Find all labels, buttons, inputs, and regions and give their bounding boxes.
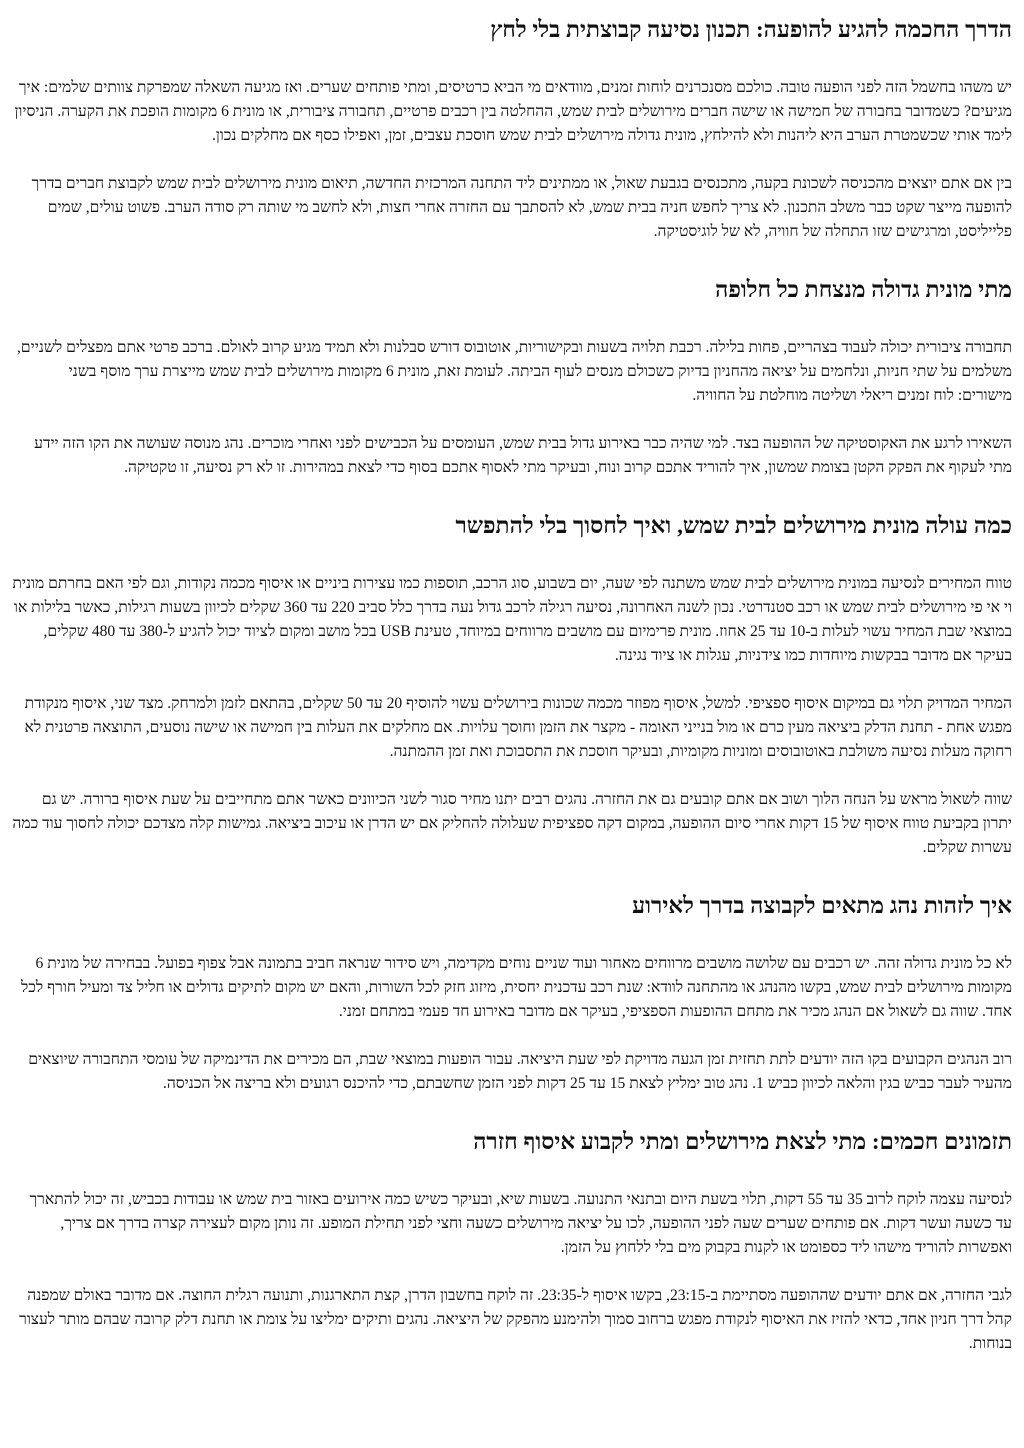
section-paragraph: לנסיעה עצמה לוקח לרוב 35 עד 55 דקות, תלוי בשעת היום ובתנאי התנועה. בשעות שיא, ובעיקר כשיש כמה אירועים באזור בית שמש או עבודות בכביש, זה יכול להתארך עד כשעה ועשר דקות. אם פותחים שערים שעה לפני ההופעה, לכו על יציאה מירושלים כשעה וחצי לפני תחילת המופע. זה נותן מקום לעצירה קצרה בדרך אם צריך, ואפשרות להוריד מישהו ליד כספומט או לקנות בקבוק מים בלי ללחוץ על הזמן. [29, 1191, 1012, 1256]
article-title: הדרך החכמה להגיע להופעה: תכנון נסיעה קבוצתית בלי לחץ [490, 17, 1012, 42]
section-heading: מתי מונית גדולה מנצחת כל חלופה [715, 277, 1012, 302]
section-heading: תזמונים חכמים: מתי לצאת מירושלים ומתי לקבוע איסוף חזרה [473, 1129, 1012, 1154]
article [12, 14, 1012, 1356]
section-timing [12, 1126, 1012, 1356]
section-paragraph: לא כל מונית גדולה זהה. יש רכבים עם שלושה מושבים מרווחים מאחור ועוד שניים נוחים מקדימה, ויש סידור שנראה חביב בתמונה אבל צפוף בפועל. בבחירה של מונית 6 מקומות מירושלים לבית שמש, בקשו מהנהג או מהתחנה לוודא: שנת רכב עדכנית יחסית, מיזוג חזק לכל השורות, והאם יש מקום לתיקים גדולים או חליל צד ומעיל חורף לכל אחד. שווה גם לשאול אם הנהג מכיר את מתחם ההופעות הספציפי, בעיקר אם מדובר באירוע חד פעמי במתחם זמני. [21, 955, 1012, 1020]
section-heading: כמה עולה מונית מירושלים לבית שמש, ואיך לחסוך בלי להתפשר [455, 513, 1012, 538]
section-paragraph: שווה לשאול מראש על הנחה הלוך ושוב אם אתם קובעים גם את החזרה. נהגים רבים יתנו מחיר סגור לשני הכיוונים כאשר אתם מתחייבים על שעת איסוף ברורה. יש גם יתרון בקביעת טווח איסוף של 15 דקות אחרי סיום ההופעה, במקום דקה ספציפית שעלולה להחליק אם יש הדרן או עיכוב ביציאה. גמישות קלה מצדכם יכולה לחסוך עוד כמה עשרות שקלים. [12, 791, 1012, 856]
section-price [12, 510, 1012, 860]
section-when-large-taxi-wins [12, 274, 1012, 480]
section-paragraph: השאירו לרגע את האקוסטיקה של ההופעה בצד. למי שהיה כבר באירוע גדול בבית שמש, העומסים על הכבישים לפני ואחרי מוכרים. נהג מנוסה שעושה את הקו הזה יידע מתי לעקוף את הפקק הקטן בצומת שמשון, איך להוריד אתכם קרוב ונוח, ובעיקר מתי לאסוף אתכם בסוף כדי לצאת במהירות. זו לא רק נסיעה, זו טקטיקה. [34, 435, 1012, 476]
section-paragraph: טווח המחירים לנסיעה במונית מירושלים לבית שמש משתנה לפי שעה, יום בשבוע, סוג הרכב, תוספות כמו עצירות ביניים או איסוף מכמה נקודות, וגם לפי האם בחרתם מונית וי אי פי מירושלים לבית שמש או רכב סטנדרטי. נכון לשנה האחרונה, נסיעה רגילה לרכב גדול נעה בדרך כלל סביב 220 עד 360 שקלים לכיוון בשעות רגילות, כאשר בלילות או במוצאי שבת המחיר עשוי לעלות ב-10 עד 25 אחוז. מונית פרימיום עם מושבים מרווחים במיוחד, טעינת USB בכל מושב ומקום לציוד יכול להגיע ל-380 עד 480 שקלים, בעיקר אם מדובר בבקשות מיוחדות כמו צידניות, עגלות או ציוד נגינה. [12, 575, 1012, 664]
section-paragraph: לגבי החזרה, אם אתם יודעים שההופעה מסתיימת ב-23:15, בקשו איסוף ל-23:35. זה לוקח בחשבון הדרן, קצת התארגנות, ותנועה רגלית החוצה. אם מדובר באולם שמפנה קהל דרך חניון אחד, כדאי להזיז את האיסוף לנקודת מפגש ברחוב סמוך ולהימנע מהפקק של היציאה. נהגים ותיקים ימליצו על צומת או תחנת דלק קרובה שבהם מותר לעצור בנוחות. [19, 1287, 1012, 1352]
section-paragraph: תחבורה ציבורית יכולה לעבוד בצהריים, פחות בלילה. רכבת תלויה בשעות ובקישוריות, אוטובוס דורש סבלנות ולא תמיד מגיע קרוב לאולם. ברכב פרטי אתם מפצלים לשניים, משלמים על שתי חניות, ונלחמים על יציאה מהחניון בדיוק כשכולם מנסים לעוף הביתה. לעומת זאת, מונית 6 מקומות מירושלים לבית שמש מייצרת ערך מוסף בשני מישורים: לוח זמנים ריאלי ושליטה מוחלטת על החוויה. [17, 339, 1012, 404]
section-heading: איך לזהות נהג מתאים לקבוצה בדרך לאירוע [632, 893, 1012, 918]
intro-paragraph: יש משהו בחשמל הזה לפני הופעה טובה. כולכם מסנכרנים לוחות זמנים, מוודאים מי הביא כרטיסים, ומתי פותחים שערים. ואז מגיעה השאלה שמפרקת צוותים שלמים: איך מגיעים? כשמדובר בחבורה של חמישה או שישה חברים מירושלים לבית שמש, ההחלטה בין רכבים פרטיים, תחבורה ציבורית, או מונית 6 מקומות הופכת את הקערה. הניסיון לימד אותי שכשמטרת הערב היא ליהנות ולא להילחץ, מונית גדולה מירושלים לבית שמש חוסכת עצבים, זמן, ואפילו כסף אם מחלקים נכון. [14, 79, 1012, 144]
section-paragraph: רוב הנהגים הקבועים בקו הזה יודעים לתת תחזית זמן הגעה מדויקת לפי שעת היציאה. עבור הופעות במוצאי שבת, הם מכירים את הדינמיקה של עומסי התחבורה שיוצאים מהעיר לעבר כביש בגין והלאה לכיוון כביש 1. נהג טוב ימליץ לצאת 15 עד 25 דקות לפני הזמן שחשבתם, כדי להיכנס רגועים ולא בריצה אל הכניסה. [28, 1051, 1012, 1092]
section-paragraph: המחיר המדויק תלוי גם במיקום איסוף ספציפי. למשל, איסוף מפוזר מכמה שכונות בירושלים עשוי להוסיף 20 עד 50 שקלים, בהתאם לזמן ולמרחק. מצד שני, איסוף מנקודת מפגש אחת - תחנת הדלק ביציאה מעין כרם או מול בנייני האומה - מקצר את הזמן וחוסך עלויות. אם מחלקים את העלות בין חמישה או שישה נוסעים, התוצאה פרטנית לא רחוקה מעלות נסיעה משולבת באוטובוסים ומוניות מקומיות, ובעיקר חוסכת את התסבוכת ואת זמן ההמתנה. [24, 695, 1012, 760]
section-choose-driver [12, 890, 1012, 1096]
intro-paragraph: בין אם אתם יוצאים מהכניסה לשכונת בקעה, מתכנסים בגבעת שאול, או ממתינים ליד התחנה המרכזית החדשה, תיאום מונית מירושלים לבית שמש לקבוצת חברים בדרך להופעה מייצר שקט כבר משלב התכנון. לא צריך לחפש חניה בבית שמש, לא להסתבך עם החזרה אחרי חצות, ולא לחשב מי שותה רק סודה הערב. פשוט עולים, שמים פלייליסט, ומרגישים שזו התחלה של חוויה, לא של לוגיסטיקה. [31, 175, 1012, 240]
